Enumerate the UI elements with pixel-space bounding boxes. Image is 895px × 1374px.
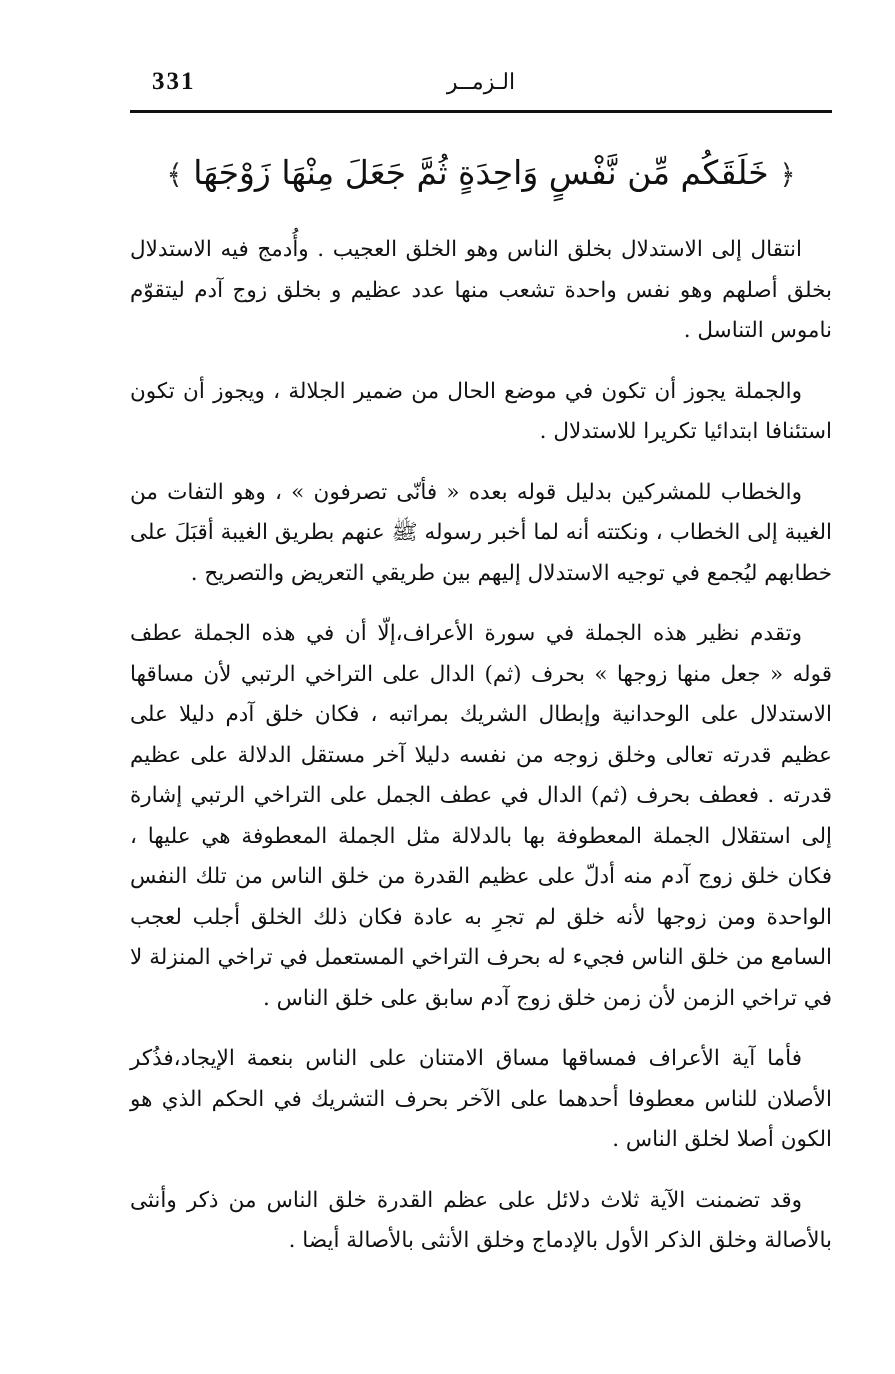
paragraph-1: انتقال إلى الاستدلال بخلق الناس وهو الخلق العجيب . وأُدمج فيه الاستدلال بخلق أصلهم وهو نفس واحدة تشعب منها عدد عظيم و بخلق زوج آدم ليتقوّم ناموس التناسل .: [130, 237, 832, 343]
verse-close-bracket: ﴾: [166, 158, 183, 191]
paragraph-5: فأما آية الأعراف فمساقها مساق الامتنان على الناس بنعمة الإيجاد،فذُكر الأصلان للناس معطوفا أحدهما على الآخر بحرف التشريك في الحكم الذي هو الكون أصلا لخلق الناس .: [130, 1046, 832, 1152]
quran-verse: [130, 143, 832, 205]
verse-open-bracket: ﴿: [779, 158, 796, 191]
paragraph-2: والجملة يجوز أن تكون في موضع الحال من ضمير الجلالة ، ويجوز أن تكون استئنافا ابتدائيا تكريرا للاستدلال .: [130, 378, 832, 444]
commentary-body: [130, 230, 832, 1282]
paragraph-6: وقد تضمنت الآية ثلاث دلائل على عظم القدرة خلق الناس من ذكر وأنثى بالأصالة وخلق الذكر الأول بالإدماج وخلق الأنثى بالأصالة أيضا .: [130, 1187, 832, 1253]
running-title: الـزمــر: [446, 70, 516, 95]
verse-text: خَلَقَكُم مِّن نَّفْسٍ وَاحِدَةٍ ثُمَّ جَعَلَ مِنْهَا زَوْجَهَا: [193, 153, 769, 192]
paragraph-3: والخطاب للمشركين بدليل قوله بعده « فأنّى تصرفون » ، وهو التفات من الغيبة إلى الخطاب ، ونكتته أنه لما أخبر رسوله ﷺ عنهم بطريق الغيبة أقبَلَ على خطابهم ليُجمع في توجيه الاستدلال إليهم بين طريقي التعريض والتصريح .: [130, 479, 832, 586]
page-number: 331: [152, 68, 196, 95]
paragraph-4: وتقدم نظير هذه الجملة في سورة الأعراف،إلّا أن في هذه الجملة عطف قوله « جعل منها زوجها » بحرف (ثم) الدال على التراخي الرتبي لأن مساقها الاستدلال على الوحدانية وإبطال الشريك بمراتبه ، فكان خلق آدم دليلا على عظيم قدرته تعالى وخلق زوجه من نفسه دليلا آخر مستقل الدلالة على عظيم قدرته . فعطف بحرف (ثم) الدال في عطف الجمل على التراخي الرتبي إشارة إلى استقلال الجملة المعطوفة بها بالدلالة مثل الجملة المعطوفة هي عليها ، فكان خلق زوج آدم منه أدلّ على عظيم القدرة من خلق الناس من تلك النفس الواحدة ومن زوجها لأنه خلق لم تجرِ به عادة فكان ذلك الخلق أجلب لعجب السامع من خلق الناس فجيء له بحرف التراخي المستعمل في تراخي المنزلة لا في تراخي الزمن لأن زمن خلق زوج آدم سابق على خلق الناس .: [130, 621, 832, 1011]
book-page: [130, 68, 832, 1328]
page-header: [130, 68, 832, 108]
header-divider: [130, 110, 832, 113]
